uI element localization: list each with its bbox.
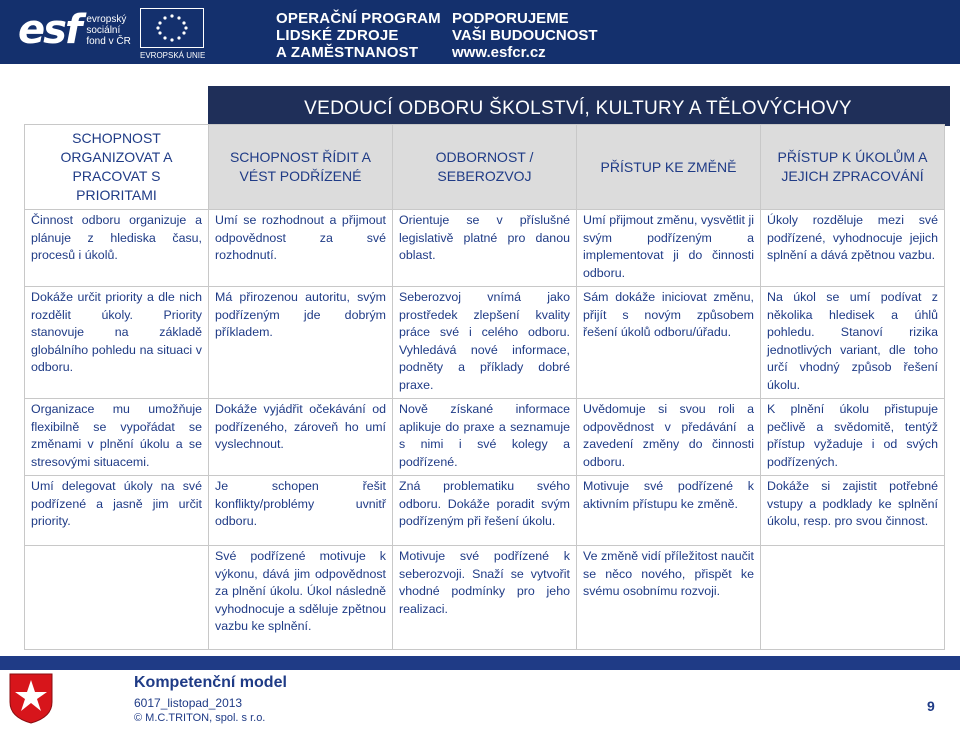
table-cell: Orientuje se v příslušné legislativě platné pro danou oblast.: [393, 210, 577, 287]
table-row: [25, 546, 945, 650]
table-row: [25, 399, 945, 476]
table-cell: Úkoly rozděluje mezi své podřízené, vyhodnocuje jejich splnění a dává zpětnou vazbu.: [761, 210, 945, 287]
table-row: [25, 287, 945, 399]
table-cell: Na úkol se umí podívat z několika hledisek a úhlů pohledu. Stanoví rizika jednotlivých variant, dle toho určí vhodný způsob řešení úkolu.: [761, 287, 945, 399]
footer-copyright: © M.C.TRITON, spol. s r.o.: [134, 712, 266, 724]
esf-caption-line: sociální: [86, 24, 121, 36]
esf-caption-line: fond v ČR: [86, 35, 131, 47]
footer-stripe: [0, 656, 960, 670]
table-cell: Uvědomuje si svou roli a odpovědnost v předávání a zavedení změny do činnosti odboru.: [577, 399, 761, 476]
table-cell: Ve změně vidí příležitost naučit se něco nového, přispět ke svému osobnímu rozvoji.: [577, 546, 761, 650]
column-header: PŘÍSTUP K ÚKOLŮM A JEJICH ZPRACOVÁNÍ: [761, 125, 945, 210]
esf-logo: [18, 7, 131, 53]
page-number: 9: [927, 698, 935, 714]
crest-icon: [8, 672, 54, 729]
footer-model-title: Kompetenční model: [134, 674, 287, 691]
table-cell: [761, 546, 945, 650]
eu-caption: EVROPSKÁ UNIE: [140, 51, 206, 60]
table-cell: Organizace mu umožňuje flexibilně se vypořádat se změnami v plnění úkolu a se stresovými situacemi.: [25, 399, 209, 476]
table-cell: Je schopen řešit konflikty/problémy uvnitř odboru.: [209, 476, 393, 546]
table-header-row: [25, 125, 945, 210]
column-header: SCHOPNOST ŘÍDIT A VÉST PODŘÍZENÉ: [209, 125, 393, 210]
footer-model-id: 6017_listopad_2013: [134, 696, 243, 710]
table-cell: Sám dokáže iniciovat změnu, přijít s novým způsobem řešení úkolů odboru/úřadu.: [577, 287, 761, 399]
competency-table: [24, 124, 945, 650]
program-title-line: A ZAMĚSTNANOST: [276, 44, 419, 61]
column-header: SCHOPNOST ORGANIZOVAT A PRACOVAT S PRIORITAMI: [25, 125, 209, 210]
program-title-line: LIDSKÉ ZDROJE: [276, 27, 399, 44]
table-cell: [25, 546, 209, 650]
table-cell: Dokáže vyjádřit očekávání od podřízeného, zároveň ho umí vyslechnout.: [209, 399, 393, 476]
table-cell: K plnění úkolu přistupuje pečlivě a svědomitě, tentýž přístup vyžaduje i od svých podřízených.: [761, 399, 945, 476]
support-url: www.esfcr.cz: [452, 44, 546, 61]
top-banner: [0, 0, 960, 64]
table-cell: Motivuje své podřízené k aktivním přístupu ke změně.: [577, 476, 761, 546]
eu-logo: [140, 8, 214, 60]
column-header: ODBORNOST / SEBEROZVOJ: [393, 125, 577, 210]
table-cell: Své podřízené motivuje k výkonu, dává jim odpovědnost za plnění úkolu. Úkol následně vyhodnocuje a sděluje zpětnou vazbu ke splnění.: [209, 546, 393, 650]
program-title: [276, 10, 441, 61]
table-row: [25, 476, 945, 546]
table-cell: Dokáže si zajistit potřebné vstupy a podklady ke splnění úkolu, resp. pro svou činnost.: [761, 476, 945, 546]
column-header: PŘÍSTUP KE ZMĚNĚ: [577, 125, 761, 210]
table-cell: Dokáže určit priority a dle nich rozdělit úkoly. Priority stanovuje na základě globálního pohledu na situaci v odboru.: [25, 287, 209, 399]
program-title-line: OPERAČNÍ PROGRAM: [276, 10, 441, 27]
table-cell: Činnost odboru organizuje a plánuje z hlediska času, procesů i úkolů.: [25, 210, 209, 287]
table-row: [25, 210, 945, 287]
table-cell: Umí delegovat úkoly na své podřízené a jasně jim určit priority.: [25, 476, 209, 546]
esf-logo-mark: esf: [18, 7, 81, 53]
eu-flag-icon: [140, 8, 204, 48]
table-cell: Nově získané informace aplikuje do praxe a seznamuje s nimi i své kolegy a podřízené.: [393, 399, 577, 476]
esf-caption: [86, 14, 130, 47]
table-cell: Seberozvoj vnímá jako prostředek zlepšení kvality práce své i celého odboru. Vyhledává nové informace, podněty a příklady dobré praxe.: [393, 287, 577, 399]
table-cell: Zná problematiku svého odboru. Dokáže poradit svým podřízeným při řešení úkolu.: [393, 476, 577, 546]
table-cell: Motivuje své podřízené k seberozvoji. Snaží se vytvořit vhodné podmínky pro jeho realizaci.: [393, 546, 577, 650]
esf-caption-line: evropský: [86, 13, 127, 25]
table-cell: Umí přijmout změnu, vysvětlit ji svým podřízeným a implementovat ji do činnosti odboru.: [577, 210, 761, 287]
table-cell: Má přirozenou autoritu, svým podřízeným jde dobrým příkladem.: [209, 287, 393, 399]
page-title: VEDOUCÍ ODBORU ŠKOLSTVÍ, KULTURY A TĚLOVÝCHOVY: [304, 98, 852, 119]
support-slogan-line: VAŠI BUDOUCNOST: [452, 27, 598, 44]
support-slogan-line: PODPORUJEME: [452, 10, 569, 27]
support-slogan: [452, 10, 598, 61]
table-cell: Umí se rozhodnout a přijmout odpovědnost za své rozhodnutí.: [209, 210, 393, 287]
